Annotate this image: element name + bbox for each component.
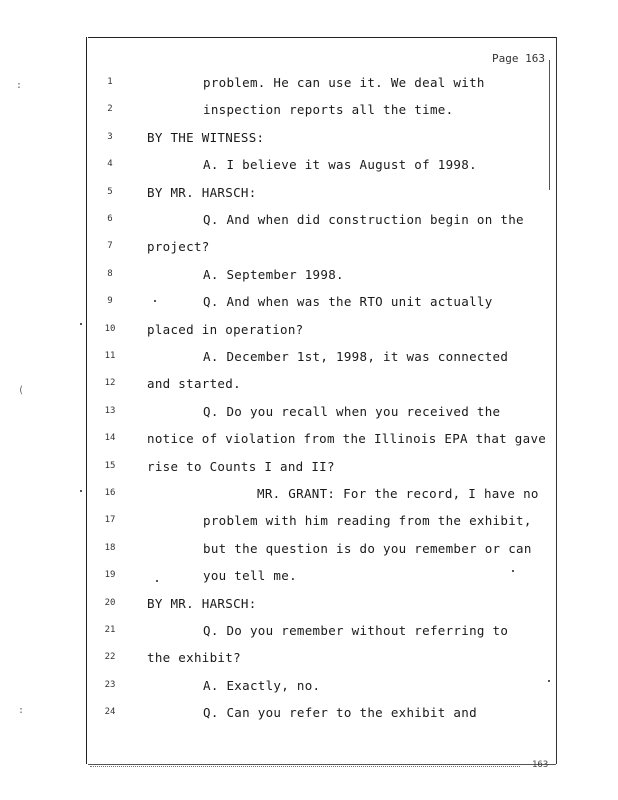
line-number: 23 — [104, 679, 116, 690]
line-text: A. I believe it was August of 1998. — [203, 157, 477, 173]
line-text: A. December 1st, 1998, it was connected — [203, 349, 509, 364]
footer-page-number: 163 — [532, 760, 549, 770]
transcript-line — [0, 128, 618, 148]
line-text: the exhibit? — [147, 650, 241, 666]
line-number: 8 — [107, 268, 113, 279]
line-number: 21 — [104, 625, 116, 635]
transcript-line — [0, 155, 618, 175]
scan-speck — [154, 300, 156, 302]
line-number: 12 — [104, 378, 116, 389]
transcript-line — [0, 265, 618, 285]
line-number: 13 — [104, 405, 116, 416]
line-number: 6 — [107, 214, 113, 224]
line-number: 15 — [104, 460, 116, 471]
line-text: BY MR. HARSCH: — [147, 184, 257, 200]
transcript-line — [0, 539, 618, 559]
transcript-line — [0, 320, 618, 340]
line-number: 9 — [107, 296, 113, 307]
line-text: problem. He can use it. We deal with — [203, 75, 485, 90]
transcript-line — [0, 402, 618, 422]
line-text: and started. — [147, 376, 241, 392]
transcript-line — [0, 676, 618, 696]
line-number: 17 — [104, 515, 116, 526]
line-text: Q. Do you remember without referring to — [203, 623, 509, 638]
transcript-line — [0, 621, 618, 641]
transcript-line — [0, 374, 618, 394]
line-text: BY MR. HARSCH: — [147, 595, 257, 611]
line-text: Q. And when did construction begin on the — [203, 212, 524, 227]
scan-speck: : — [18, 705, 25, 716]
transcript-line — [0, 429, 618, 449]
line-number: 10 — [104, 323, 116, 334]
transcript-line — [0, 347, 618, 367]
transcript-line — [0, 292, 618, 312]
line-number: 20 — [104, 597, 116, 608]
transcript-line — [0, 237, 618, 257]
transcript-line — [0, 210, 618, 230]
line-text: Q. Do you recall when you received the — [203, 403, 501, 419]
scan-speck — [512, 570, 514, 572]
transcript-line — [0, 484, 618, 504]
transcript-line — [0, 183, 618, 203]
line-text: A. September 1998. — [203, 266, 344, 282]
line-number: 19 — [104, 570, 116, 581]
scan-speck: : — [16, 80, 23, 91]
line-number: 4 — [107, 159, 113, 170]
transcript-line — [0, 703, 618, 723]
line-text: Q. And when was the RTO unit actually — [203, 294, 493, 310]
line-text: BY THE WITNESS: — [147, 129, 265, 145]
line-text: MR. GRANT: For the record, I have no — [257, 486, 539, 501]
scan-speck — [80, 323, 82, 325]
line-number: 14 — [104, 433, 116, 444]
line-text: notice of violation from the Illinois EPA that gave — [147, 431, 547, 447]
page-border-top — [88, 37, 556, 38]
line-number: 18 — [104, 542, 116, 553]
scan-speck — [80, 490, 82, 492]
line-number: 5 — [107, 186, 113, 197]
transcript-line — [0, 457, 618, 477]
transcript-line — [0, 100, 618, 120]
line-number: 16 — [104, 488, 116, 498]
line-number: 2 — [107, 104, 113, 115]
line-text: rise to Counts I and II? — [147, 458, 335, 474]
line-text: you tell me. — [203, 568, 297, 584]
page-border-bottom — [88, 764, 556, 765]
line-number: 11 — [104, 351, 116, 361]
transcript-line — [0, 511, 618, 531]
line-number: 7 — [107, 241, 113, 252]
scan-speck — [548, 680, 550, 682]
line-text: A. Exactly, no. — [203, 677, 321, 693]
transcript-line — [0, 594, 618, 614]
line-text: inspection reports all the time. — [203, 102, 454, 118]
page-number: Page 163 — [492, 52, 545, 65]
footer-rule — [90, 766, 520, 770]
transcript-line — [0, 648, 618, 668]
line-text: project? — [147, 239, 210, 255]
line-number: 24 — [104, 707, 116, 718]
line-text: Q. Can you refer to the exhibit and — [203, 705, 477, 721]
line-text: placed in operation? — [147, 321, 304, 337]
transcript-line — [0, 566, 618, 586]
transcript-line — [0, 73, 618, 93]
line-number: 1 — [107, 77, 113, 87]
line-number: 3 — [107, 131, 113, 142]
line-text: problem with him reading from the exhibit, — [203, 513, 532, 529]
scan-speck: ( — [18, 385, 25, 396]
line-number: 22 — [104, 652, 116, 663]
scan-speck — [156, 580, 158, 582]
line-text: but the question is do you remember or can — [203, 540, 532, 556]
